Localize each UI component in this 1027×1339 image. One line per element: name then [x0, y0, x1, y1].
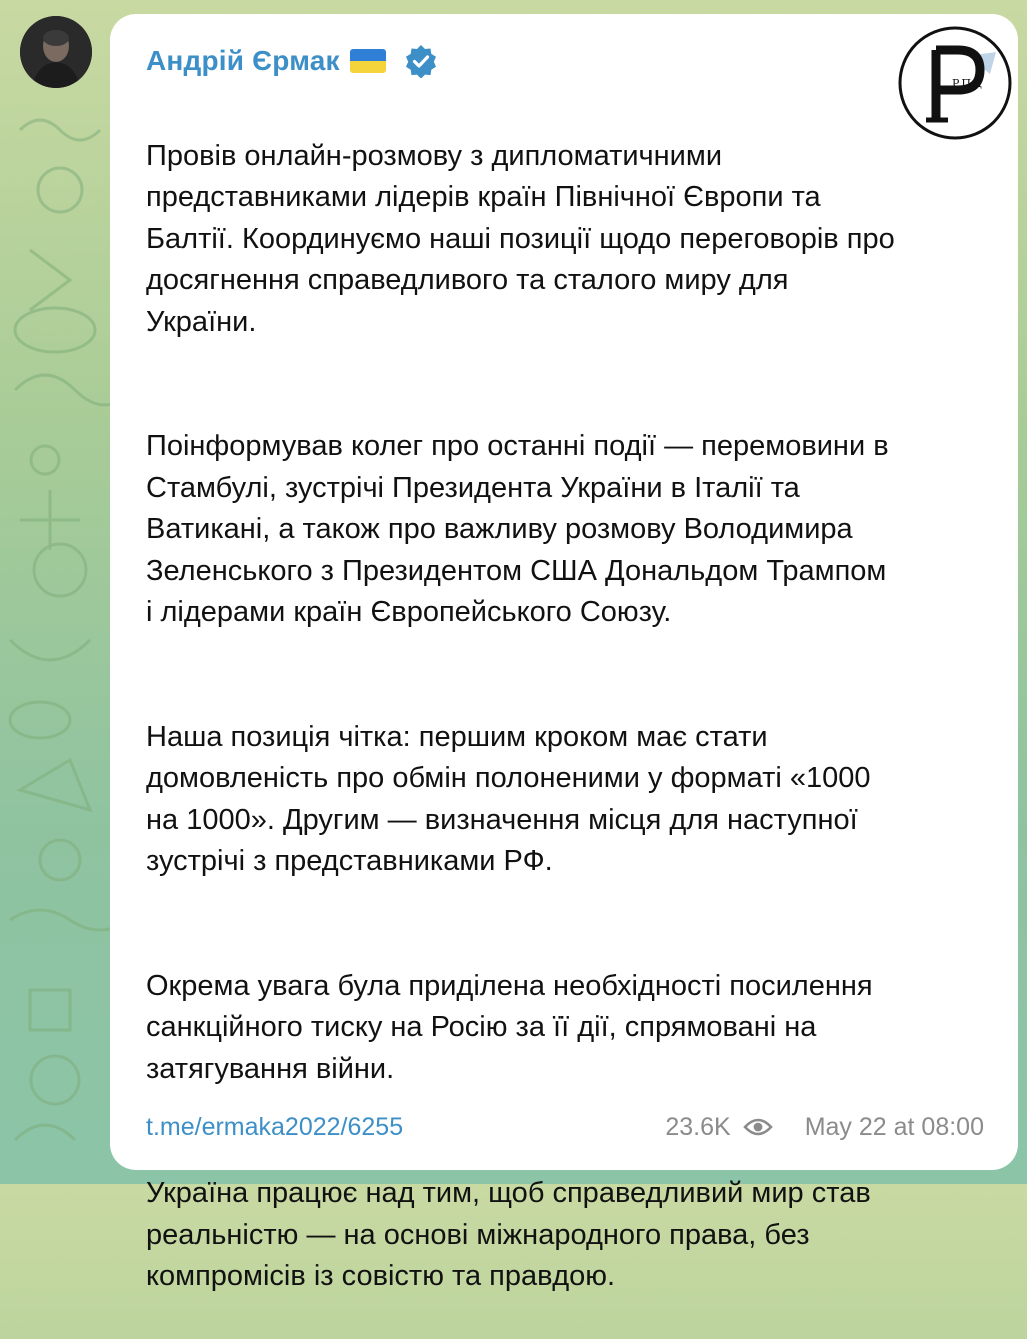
- verified-badge-icon: [404, 44, 438, 78]
- eye-icon: [743, 1116, 773, 1138]
- message-paragraph: Поінформував колег про останні події — перемовини в Стамбулі, зустрічі Президента України в Італії та Ватикані, а також про важливу розмову Володимира Зеленського з Президентом США Дональдом Трампом і лідерами країн Європейського Союзу.: [146, 430, 889, 628]
- message-header: [146, 44, 438, 78]
- message-paragraph: Окрема увага була приділена необхідності посилення санкційного тиску на Росію за її дії, спрямовані на затягування війни.: [146, 969, 873, 1085]
- message-timestamp: May 22 at 08:00: [804, 1112, 984, 1141]
- message-paragraph: Провів онлайн-розмову з дипломатичними представниками лідерів країн Північної Європи та Балтії. Координуємо наші позиції щодо переговорів про досягнення справедливого та сталого миру для України.: [146, 139, 895, 338]
- avatar-photo: [20, 16, 92, 88]
- message-text: [146, 94, 956, 1339]
- message-paragraph: Наша позиція чітка: першим кроком має стати домовленість про обмін полоненими у форматі «1000 на 1000». Другим — визначення місця для наступної зустрічі з представниками РФ.: [146, 720, 871, 877]
- message-paragraph: Україна працює над тим, щоб справедливий мир став реальністю — на основі міжнародного права, без компромісів із совістю та правдою.: [146, 1177, 871, 1292]
- view-count: 23.6K: [665, 1112, 731, 1141]
- post-link[interactable]: t.me/ermaka2022/6255: [146, 1112, 404, 1141]
- message-meta: [665, 1113, 984, 1142]
- message-bubble: [110, 14, 1018, 1292]
- author-name[interactable]: Андрій Єрмак: [146, 45, 340, 76]
- message-footer: [146, 1110, 984, 1144]
- ukraine-flag-icon: [350, 49, 386, 73]
- logo-text: РПД: [952, 77, 984, 90]
- author-avatar[interactable]: [20, 16, 92, 88]
